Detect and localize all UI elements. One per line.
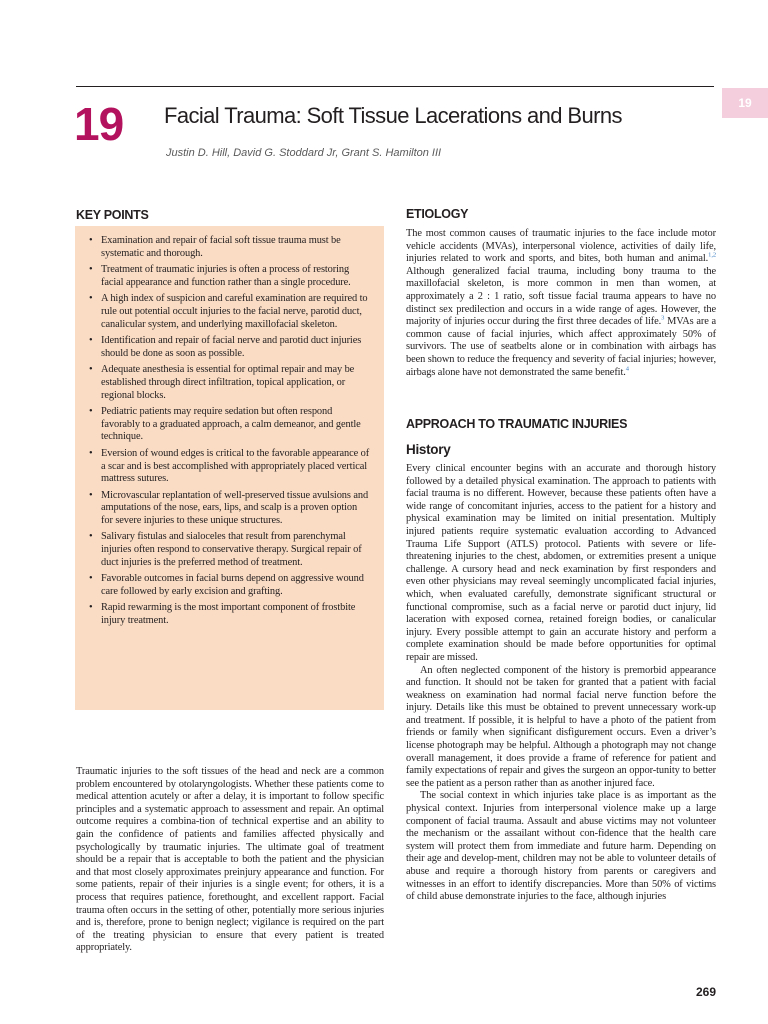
history-heading: History [406, 442, 451, 457]
key-points-heading: KEY POINTS [76, 208, 149, 222]
authors: Justin D. Hill, David G. Stoddard Jr, Grant S. Hamilton III [166, 147, 442, 159]
intro-section [76, 766, 384, 955]
key-point-item: • Adequate anesthesia is essential for optimal repair and may be established through direct infiltration, topical application, or regional blocks. [89, 364, 370, 402]
key-point-item: • Microvascular replantation of well-preserved tissue avulsions and amputations of the nose, ears, lips, and scalp is a proven option for severe injuries to these unique structures. [89, 490, 370, 528]
chapter-number: 19 [74, 98, 124, 150]
history-section [406, 463, 716, 904]
key-points-box [75, 226, 384, 710]
key-point-item: • Salivary fistulas and sialoceles that result from parenchymal injuries often respond to conservative therapy. Surgical repair of duct injuries is the preferred method of treatment. [89, 531, 370, 569]
etiology-paragraph [406, 228, 716, 379]
chapter-title: Facial Trauma: Soft Tissue Lacerations and Burns [164, 103, 622, 128]
key-point-item: • A high index of suspicion and careful examination are required to rule out potential occult injuries to the facial nerve, parotid duct, canalicular system, and underlying maxillofacial skeleton. [89, 293, 370, 331]
intro-paragraph: Traumatic injuries to the soft tissues of the head and neck are a common problem encountered by otolaryngologists. Whether these patients come to medical attention acutely or after a delay, it is important to follow specific principles and a systematic approach to assessment and repair. An optimal outcome requires a combina-tion of technical expertise and an ability to gain the confidence of patients and families affected physically and psychologically by traumatic injuries. The ultimate goal of treatment should be a repair that is acceptable to both the patient and the physician and that most closely approximates preinjury appearance and function. For some patients, repair of their injuries is a single event; for others, it is a process that requires patience, forethought, and excellent rapport. Facial trauma often occurs in the setting of other, potentially more serious injuries and is, therefore, prone to benign neglect; vigilance is required on the part of the treating physician to ensure that every patient is treated appropriately. [76, 766, 384, 954]
etiology-section [406, 228, 716, 379]
etiology-text-b: Although generalized facial trauma, including bony trauma to the maxillofacial skeleton, is more common in men than women, at approximately a 2 : 1 ratio, soft tissue facial trauma appears to have no distinct sex predilection and occurs in a wide range of ages. However, the majority of injuries occur during the first three decades of life. [406, 265, 716, 328]
approach-heading: APPROACH TO TRAUMATIC INJURIES [406, 417, 628, 431]
history-paragraph: Every clinical encounter begins with an accurate and thorough history followed by a detailed physical examination. The approach to patients with facial trauma is no different. However, because these patients often have a wide range of concomitant injuries, access to the patient for a history and physical examination may be limited on initial presentation. Multiply injured patients require systematic evaluation according to Advanced Trauma Life Support (ATLS) protocol. Patients with severe or life-threatening injuries to the chest, abdomen, or extremities present a unique challenge. A cursory head and neck examination by first responders and even other physicians may reveal seemingly uncomplicated facial injuries, which, when evaluated carefully, demonstrate significant structural or functional compromise, such as a facial nerve or parotid duct injury, lid laceration with exposed cornea, retained foreign bodies, or canalicular injury. Every possible attempt to gain an accurate history and perform a complete examination should be made before opportunities for optimal repair are missed. [406, 463, 716, 663]
history-paragraph: The social context in which injuries take place is as important as the physical context. Injuries from interpersonal violence make up a large component of facial trauma. Assault and abuse victims may not volunteer the mechanism or the assailant without con-fidence that the health care system will protect them from immediate and future harm. Depending on their age and develop-ment, children may not be able to volunteer details of abuse and require a thorough history from parents or caregivers and witnesses in an effort to identify discrepancies. More than 50% of victims of child abuse demonstrate injuries to the face, although injuries [406, 790, 716, 903]
key-point-item: • Treatment of traumatic injuries is often a process of restoring facial appearance and function rather than a single procedure. [89, 264, 370, 289]
etiology-text-c: MVAs are a common cause of facial injuries, which affect approximately 50% of survivors. The use of seatbelts alone or in combination with airbags has been shown to reduce the frequency and severity of facial injuries; however, airbags alone have not demonstrated the same benefit. [406, 316, 716, 378]
key-point-item: • Examination and repair of facial soft tissue trauma must be systematic and thorough. [89, 235, 370, 260]
page-number: 269 [695, 985, 716, 999]
reference-marker[interactable]: 3 [661, 314, 665, 322]
reference-marker[interactable]: 4 [625, 365, 629, 373]
key-point-item: • Pediatric patients may require sedation but often respond favorably to a graduated approach, a calm demeanor, and gentle technique. [89, 406, 370, 444]
key-point-item: • Favorable outcomes in facial burns depend on aggressive wound care followed by early excision and grafting. [89, 573, 370, 598]
key-points-list [89, 235, 370, 628]
reference-marker[interactable]: 1,2 [708, 251, 716, 259]
top-rule [76, 86, 714, 87]
etiology-text-a: The most common causes of traumatic injuries to the face include motor vehicle accidents (MVAs), interpersonal violence, activities of daily life, injuries related to work and sports, and bites, both human and animal. [406, 228, 716, 265]
history-paragraph: An often neglected component of the history is premorbid appearance and function. It should not be taken for granted that a patient with facial weakness on examination had normal facial nerve function before the injury. Details like this must be obtained to prevent unnecessary work-up and treatment. If possible, it is helpful to have a photo of the patient from friends or family when significant disfigurement occurs. Even a driver’s license photograph may be helpful. Although a photograph may not change overall management, it does provide a frame of reference for patient and family expectations of repair and gives the surgeon an oppor-tunity to better see the patient as a person rather than as another injured face. [406, 664, 716, 789]
chapter-side-tab: 19 [722, 88, 768, 118]
key-point-item: • Identification and repair of facial nerve and parotid duct injuries should be done as soon as possible. [89, 335, 370, 360]
key-point-item: • Eversion of wound edges is critical to the favorable appearance of a scar and is best accomplished with appropriately placed vertical mattress sutures. [89, 448, 370, 486]
etiology-heading: ETIOLOGY [406, 207, 469, 221]
key-point-item: • Rapid rewarming is the most important component of frostbite injury treatment. [89, 602, 370, 627]
